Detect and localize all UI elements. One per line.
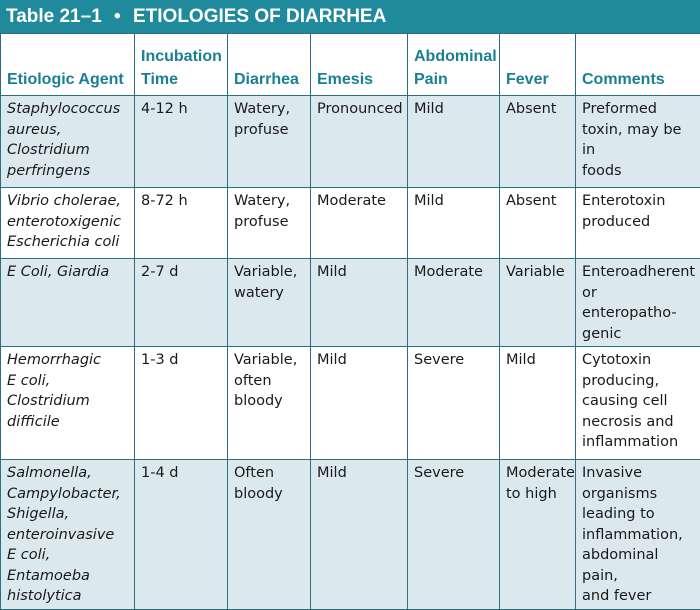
cell-diarrhea (228, 96, 311, 188)
cell-line: E Coli, Giardia (7, 264, 109, 280)
cell-diarrhea (228, 347, 311, 460)
cell-line: Etiologic Agent (7, 71, 124, 88)
cell-line: often (234, 373, 272, 389)
cell-line: to high (506, 486, 557, 502)
cell-abdominal-pain (408, 259, 500, 347)
cell-line: Incubation (141, 48, 222, 65)
cell-line: difficile (7, 414, 60, 430)
cell-line: Abdominal (414, 48, 497, 65)
cell-line: bloody (234, 486, 283, 502)
cell-line: foods (582, 163, 622, 179)
header-diarrhea (228, 34, 311, 96)
cell-line: leading to (582, 506, 655, 522)
cell-emesis (311, 188, 408, 259)
cell-line: 1-3 d (141, 352, 179, 368)
cell-line: aureus, (7, 122, 61, 138)
cell-line: Pain (414, 71, 448, 88)
title-bullet: • (114, 6, 121, 27)
cell-diarrhea (228, 460, 311, 610)
cell-line: Emesis (317, 71, 373, 88)
cell-fever (500, 96, 576, 188)
cell-line: 8-72 h (141, 193, 188, 209)
cell-line: necrosis and (582, 414, 674, 430)
cell-abdominal-pain (408, 188, 500, 259)
cell-line: abdominal pain, (582, 547, 658, 584)
cell-line: Mild (317, 465, 347, 481)
cell-incubation-time (135, 259, 228, 347)
table-row (1, 460, 700, 610)
cell-emesis (311, 259, 408, 347)
cell-line: Comments (582, 71, 665, 88)
cell-line: producing, (582, 373, 659, 389)
cell-emesis (311, 347, 408, 460)
table-number: Table 21–1 (6, 6, 102, 27)
cell-comments (576, 347, 700, 460)
cell-fever (500, 188, 576, 259)
cell-incubation-time (135, 96, 228, 188)
cell-incubation-time (135, 460, 228, 610)
cell-line: Fever (506, 71, 549, 88)
cell-line: Moderate (506, 465, 575, 481)
table-title-bar (0, 0, 700, 33)
cell-etiologic-agent (1, 460, 135, 610)
cell-line: profuse (234, 214, 289, 230)
cell-line: Mild (317, 352, 347, 368)
cell-line: Moderate (414, 264, 483, 280)
cell-diarrhea (228, 259, 311, 347)
cell-line: or enteropatho- (582, 285, 677, 322)
table-row (1, 347, 700, 460)
cell-etiologic-agent (1, 259, 135, 347)
cell-line: Moderate (317, 193, 386, 209)
cell-line: Variable (506, 264, 565, 280)
cell-line: causing cell (582, 393, 668, 409)
cell-emesis (311, 96, 408, 188)
cell-incubation-time (135, 347, 228, 460)
table-row (1, 188, 700, 259)
cell-line: profuse (234, 122, 289, 138)
header-etiologic-agent (1, 34, 135, 96)
cell-line: Escherichia coli (7, 234, 119, 250)
cell-diarrhea (228, 188, 311, 259)
table-row (1, 96, 700, 188)
cell-line: E coli, Entamoeba (7, 547, 90, 584)
cell-line: Often (234, 465, 274, 481)
cell-line: Cytotoxin (582, 352, 651, 368)
cell-line: Severe (414, 465, 464, 481)
cell-emesis (311, 460, 408, 610)
cell-line: Mild (414, 101, 444, 117)
cell-fever (500, 347, 576, 460)
cell-line: Mild (506, 352, 536, 368)
cell-line: Salmonella, (7, 465, 92, 481)
cell-abdominal-pain (408, 347, 500, 460)
cell-line: Enteroadherent (582, 264, 695, 280)
cell-line: histolytica (7, 588, 82, 604)
cell-line: genic (582, 326, 621, 342)
table-body (1, 96, 700, 610)
cell-line: and fever (582, 588, 651, 604)
cell-fever (500, 460, 576, 610)
cell-line: Staphylococcus (7, 101, 120, 117)
cell-line: toxin, may be in (582, 122, 681, 159)
cell-line: 2-7 d (141, 264, 179, 280)
cell-line: enterotoxigenic (7, 214, 121, 230)
cell-line: Variable, (234, 264, 297, 280)
table-row (1, 259, 700, 347)
cell-line: Mild (414, 193, 444, 209)
header-fever (500, 34, 576, 96)
cell-etiologic-agent (1, 347, 135, 460)
cell-line: 4-12 h (141, 101, 188, 117)
cell-line: produced (582, 214, 650, 230)
cell-comments (576, 188, 700, 259)
header-emesis (311, 34, 408, 96)
cell-line: Diarrhea (234, 71, 299, 88)
header-abdominal-pain (408, 34, 500, 96)
cell-fever (500, 259, 576, 347)
cell-etiologic-agent (1, 96, 135, 188)
header-incubation-time (135, 34, 228, 96)
cell-line: Shigella, (7, 506, 69, 522)
cell-abdominal-pain (408, 96, 500, 188)
cell-line: Invasive (582, 465, 642, 481)
cell-line: E coli, Clostridium (7, 373, 90, 410)
cell-line: bloody (234, 393, 283, 409)
header-comments (576, 34, 700, 96)
cell-line: Variable, (234, 352, 297, 368)
cell-line: Preformed (582, 101, 657, 117)
etiologies-table (0, 33, 700, 610)
cell-line: inflammation, (582, 527, 683, 543)
header-row (1, 34, 700, 96)
cell-line: Pronounced (317, 101, 403, 117)
cell-line: inflammation (582, 434, 678, 450)
cell-line: Absent (506, 193, 556, 209)
cell-line: Vibrio cholerae, (7, 193, 121, 209)
cell-abdominal-pain (408, 460, 500, 610)
cell-line: Enterotoxin (582, 193, 665, 209)
cell-comments (576, 259, 700, 347)
cell-comments (576, 96, 700, 188)
cell-comments (576, 460, 700, 610)
cell-etiologic-agent (1, 188, 135, 259)
cell-line: Severe (414, 352, 464, 368)
cell-line: Absent (506, 101, 556, 117)
cell-line: Mild (317, 264, 347, 280)
cell-line: watery (234, 285, 284, 301)
cell-line: enteroinvasive (7, 527, 114, 543)
cell-line: Time (141, 71, 178, 88)
cell-incubation-time (135, 188, 228, 259)
cell-line: Watery, (234, 101, 290, 117)
cell-line: Watery, (234, 193, 290, 209)
cell-line: organisms (582, 486, 657, 502)
cell-line: 1-4 d (141, 465, 179, 481)
cell-line: perfringens (7, 163, 90, 179)
cell-line: Hemorrhagic (7, 352, 101, 368)
cell-line: Clostridium (7, 142, 90, 158)
table-title: ETIOLOGIES OF DIARRHEA (133, 6, 386, 27)
cell-line: Campylobacter, (7, 486, 121, 502)
